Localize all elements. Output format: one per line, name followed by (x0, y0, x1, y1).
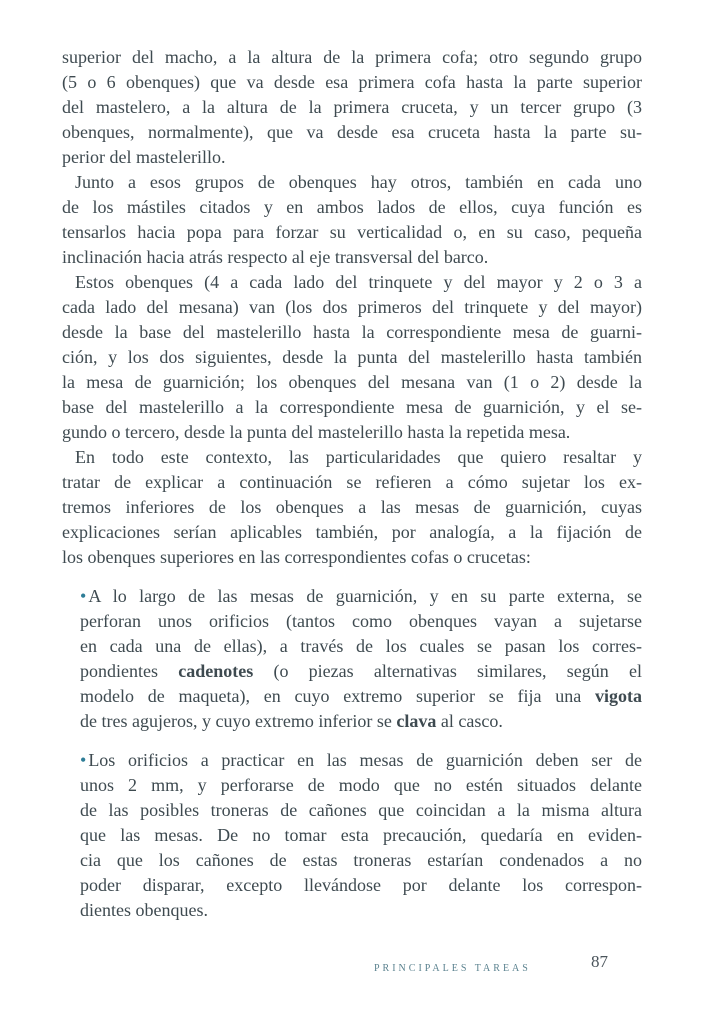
text-line: tensarlos hacia popa para forzar su verticalidad o, en su caso, pequeña (62, 222, 642, 242)
text-line: explicaciones serían aplicables también, por analogía, a la fijación de (62, 522, 642, 542)
text-line: la mesa de guarnición; los obenques del mesana van (1 o 2) desde la (62, 372, 642, 392)
text-line: perior del mastelerillo. (62, 147, 226, 167)
text-line: de tres agujeros, y cuyo extremo inferior se clava al casco. (80, 711, 503, 731)
text-line: modelo de maqueta), en cuyo extremo superior se fija una vigota (80, 686, 642, 706)
text-line: superior del macho, a la altura de la primera cofa; otro segundo grupo (62, 47, 642, 67)
body-paragraph (62, 270, 642, 445)
text-line: obenques, normalmente), que va desde esa cruceta hasta la parte su- (62, 122, 642, 142)
text-line: Estos obenques (4 a cada lado del trinquete y del mayor y 2 o 3 a (75, 272, 642, 292)
text-line: ción, y los dos siguientes, desde la punta del mastelerillo hasta también (62, 347, 642, 367)
text-line: unos 2 mm, y perforarse de modo que no estén situados delante (80, 775, 642, 795)
body-paragraph (62, 445, 642, 570)
text-line: los obenques superiores en las correspondientes cofas o crucetas: (62, 547, 531, 567)
text-line: En todo este contexto, las particularidades que quiero resaltar y (75, 447, 642, 467)
text-line: tratar de explicar a continuación se refieren a cómo sujetar los ex- (62, 472, 642, 492)
text-line: cia que los cañones de estas troneras estarían condenados a no (80, 850, 642, 870)
text-line: cada lado del mesana) van (los dos primeros del trinquete y del mayor) (62, 297, 642, 317)
text-line: del mastelero, a la altura de la primera cruceta, y un tercer grupo (3 (62, 97, 642, 117)
text-line: base del mastelerillo a la correspondiente mesa de guarnición, y el se- (62, 397, 642, 417)
bullet-paragraph (80, 748, 642, 923)
text-block (62, 45, 642, 923)
text-line: dientes obenques. (80, 900, 208, 920)
page-number: 87 (591, 952, 608, 971)
running-head: PRINCIPALES TAREAS (374, 963, 531, 974)
text-line: poder disparar, excepto llevándose por delante los correspon- (80, 875, 642, 895)
text-line: de los mástiles citados y en ambos lados de ellos, cuya función es (62, 197, 642, 217)
text-line: que las mesas. De no tomar esta precaución, quedaría en eviden- (80, 825, 642, 845)
bullet-paragraph (80, 584, 642, 734)
text-line: perforan unos orificios (tantos como obenques vayan a sujetarse (80, 611, 642, 631)
text-line: • A lo largo de las mesas de guarnición, y en su parte externa, se (80, 586, 642, 606)
text-line: en cada una de ellas), a través de los cuales se pasan los corres- (80, 636, 642, 656)
text-line: gundo o tercero, desde la punta del mastelerillo hasta la repetida mesa. (62, 422, 571, 442)
bullet-icon: • (80, 586, 87, 606)
text-line: tremos inferiores de los obenques a las mesas de guarnición, cuyas (62, 497, 642, 517)
body-paragraph (62, 170, 642, 270)
text-line: (5 o 6 obenques) que va desde esa primera cofa hasta la parte superior (62, 72, 642, 92)
bullet-icon: • (80, 750, 87, 770)
text-line: desde la base del mastelerillo hasta la correspondiente mesa de guarni- (62, 322, 642, 342)
text-line: Junto a esos grupos de obenques hay otros, también en cada uno (75, 172, 642, 192)
body-paragraph (62, 45, 642, 170)
text-line: • Los orificios a practicar en las mesas de guarnición deben ser de (80, 750, 642, 770)
text-line: inclinación hacia atrás respecto al eje transversal del barco. (62, 247, 489, 267)
text-line: de las posibles troneras de cañones que coincidan a la misma altura (80, 800, 642, 820)
text-line: pondientes cadenotes (o piezas alternativas similares, según el (80, 661, 642, 681)
